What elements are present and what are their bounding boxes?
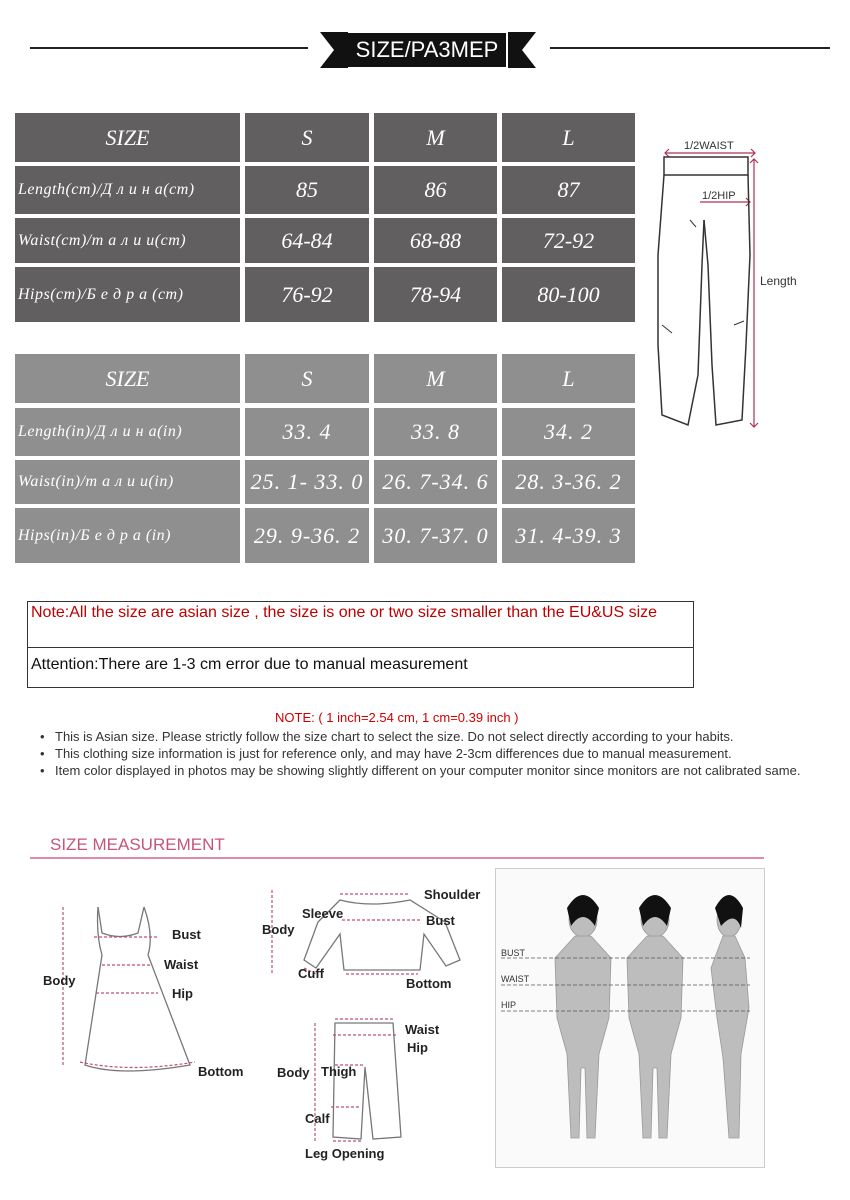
size-measurement-title: SIZE MEASUREMENT	[50, 835, 225, 854]
table-cell: 64-84	[245, 218, 369, 263]
table-cell: 87	[502, 166, 635, 214]
notice-list	[38, 728, 818, 779]
dress-bottom-label: Bottom	[198, 1064, 244, 1079]
top-sleeve-label: Sleeve	[302, 906, 344, 921]
header-rule-left	[30, 47, 308, 49]
pants-waist-label: 1/2WAIST	[684, 140, 734, 152]
table-cell: 85	[245, 166, 369, 214]
dress-body-label: Body	[43, 973, 76, 988]
table-header-cell: M	[374, 113, 497, 162]
list-item: • Item color displayed in photos may be showing slightly different on your computer monitor since monitors are not calibrated same.	[38, 762, 818, 779]
table-cell: 68-88	[374, 218, 497, 263]
table-header-cell: S	[245, 354, 369, 403]
trousers-thigh-label: Thigh	[321, 1064, 357, 1079]
table-cell: 33. 8	[374, 408, 497, 456]
notes-box	[27, 601, 694, 688]
row-label-waist: Waist(cm)/т а л и и(cm)	[15, 218, 240, 263]
table-cell: 76-92	[245, 267, 369, 322]
top-bottom-label: Bottom	[406, 976, 452, 991]
pants-hip-label: 1/2HIP	[702, 190, 736, 202]
note-attention: Attention:There are 1-3 cm error due to manual measurement	[31, 656, 468, 673]
top-diagram	[260, 882, 495, 992]
notes-divider	[28, 647, 693, 648]
top-shoulder-label: Shoulder	[424, 887, 481, 902]
figure-waist-label: WAIST	[501, 974, 530, 984]
table-header-cell: L	[502, 113, 635, 162]
trousers-leg-opening-label: Leg Opening	[305, 1146, 385, 1161]
row-label-waist: Waist(in)/т а л и и(in)	[15, 460, 240, 504]
table-header-cell: M	[374, 354, 497, 403]
trousers-body-label: Body	[277, 1065, 310, 1080]
top-cuff-label: Cuff	[298, 966, 324, 981]
pants-diagram	[650, 135, 820, 435]
table-header-cell: L	[502, 354, 635, 403]
table-cell: 31. 4-39. 3	[502, 508, 635, 563]
body-figure-panel	[495, 868, 765, 1168]
top-body-label: Body	[262, 922, 295, 937]
dress-bust-label: Bust	[172, 927, 201, 942]
list-item: • This is Asian size. Please strictly follow the size chart to select the size. Do not select directly according to your habits.	[38, 728, 818, 745]
header-rule-right	[550, 47, 830, 49]
table-cell: 34. 2	[502, 408, 635, 456]
table-cell: 80-100	[502, 267, 635, 322]
figure-hip-label: HIP	[501, 1000, 517, 1010]
list-item: • This clothing size information is just for reference only, and may have 2-3cm differences due to manual measurement.	[38, 745, 818, 762]
trousers-calf-label: Calf	[305, 1111, 330, 1126]
table-header-cell: SIZE	[15, 113, 240, 162]
table-cell: 28. 3-36. 2	[502, 460, 635, 504]
table-cell: 78-94	[374, 267, 497, 322]
table-cell: 25. 1- 33. 0	[245, 460, 369, 504]
table-cell: 30. 7-37. 0	[374, 508, 497, 563]
table-cell: 26. 7-34. 6	[374, 460, 497, 504]
table-cell: 72-92	[502, 218, 635, 263]
note-asian-size: Note:All the size are asian size , the size is one or two size smaller than the EU&US size	[31, 604, 658, 621]
table-header-cell: SIZE	[15, 354, 240, 403]
trousers-hip-label: Hip	[407, 1040, 428, 1055]
dress-waist-label: Waist	[164, 957, 199, 972]
table-header-cell: S	[245, 113, 369, 162]
dress-hip-label: Hip	[172, 986, 193, 1001]
size-measurement-rule	[30, 857, 764, 859]
dress-diagram	[30, 895, 260, 1090]
pants-length-label: Length	[760, 274, 797, 288]
trousers-waist-label: Waist	[405, 1022, 440, 1037]
row-label-length: Length(in)/Д л и н а(in)	[15, 408, 240, 456]
table-cell: 29. 9-36. 2	[245, 508, 369, 563]
banner-title: SIZE/PA3MEP	[348, 33, 506, 67]
conversion-note: NOTE: ( 1 inch=2.54 cm, 1 cm=0.39 inch )	[275, 710, 519, 725]
table-cell: 33. 4	[245, 408, 369, 456]
row-label-hips: Hips(in)/Б е д р а (in)	[15, 508, 240, 563]
top-bust-label: Bust	[426, 913, 455, 928]
row-label-hips: Hips(cm)/Б е д р а (cm)	[15, 267, 240, 322]
table-cell: 86	[374, 166, 497, 214]
figure-bust-label: BUST	[501, 948, 526, 958]
row-label-length: Length(cm)/Д л и н а(cm)	[15, 166, 240, 214]
trousers-diagram	[275, 1015, 485, 1170]
